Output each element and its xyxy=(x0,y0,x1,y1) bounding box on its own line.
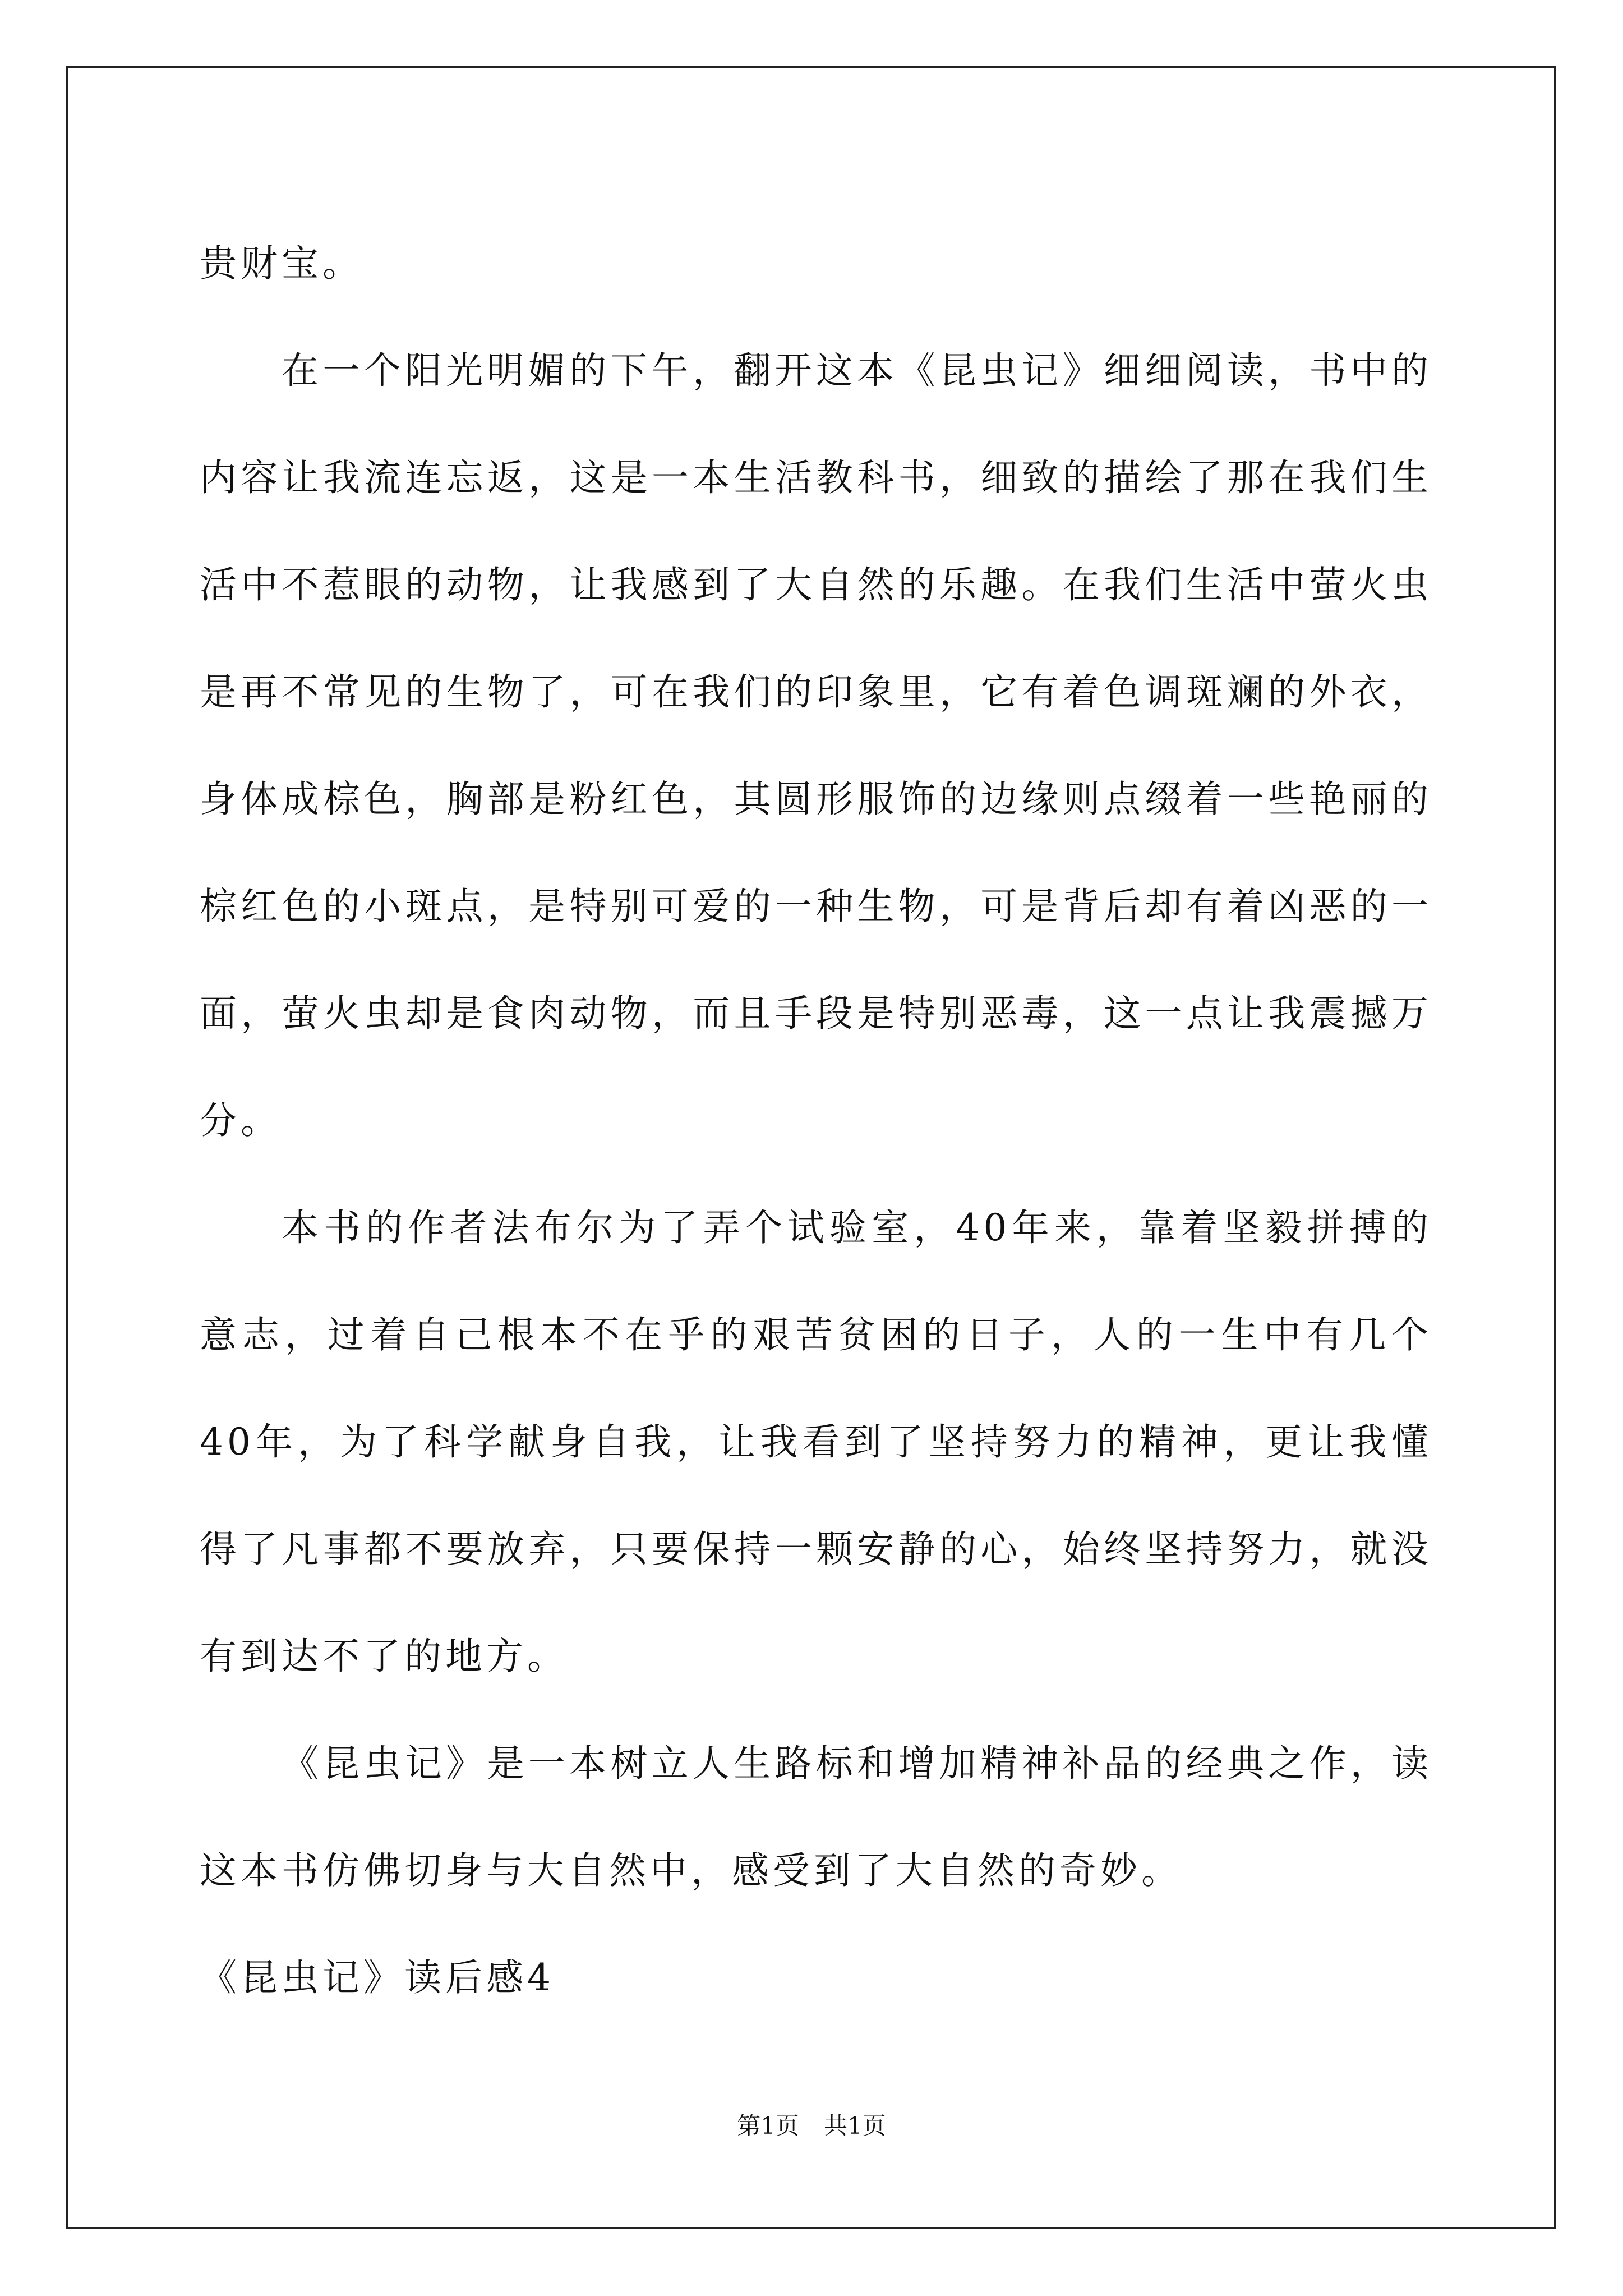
paragraph-fabre: 本书的作者法布尔为了弄个试验室，40年来，靠着坚毅拼搏的意志，过着自己根本不在乎的艰苦贫困的日子，人的一生中有几个40年，为了科学献身自我，让我看到了坚持努力的精神，更让我懂得了凡事都不要放弃，只要保持一颗安静的心，始终坚持努力，就没有到达不了的地方。 xyxy=(200,1206,1432,1678)
paragraph-continuation: 贵财宝。 xyxy=(200,242,363,285)
section-heading: 《昆虫记》读后感4 xyxy=(200,1956,555,1999)
page-total: 共1页 xyxy=(824,2112,886,2139)
page-footer xyxy=(0,2109,1623,2143)
paragraph-classic: 《昆虫记》是一本树立人生路标和增加精神补品的经典之作，读这本书仿佛切身与大自然中，感受到了大自然的奇妙。 xyxy=(200,1742,1432,1892)
document-body xyxy=(200,210,1432,2031)
page-number: 第1页 xyxy=(737,2112,799,2139)
paragraph-firefly: 在一个阳光明媚的下午，翻开这本《昆虫记》细细阅读，书中的内容让我流连忘返，这是一本生活教科书，细致的描绘了那在我们生活中不惹眼的动物，让我感到了大自然的乐趣。在我们生活中萤火虫是再不常见的生物了，可在我们的印象里，它有着色调斑斓的外衣，身体成棕色，胸部是粉红色，其圆形服饰的边缘则点缀着一些艳丽的棕红色的小斑点，是特别可爱的一种生物，可是背后却有着凶恶的一面，萤火虫却是食肉动物，而且手段是特别恶毒，这一点让我震撼万分。 xyxy=(200,349,1432,1142)
